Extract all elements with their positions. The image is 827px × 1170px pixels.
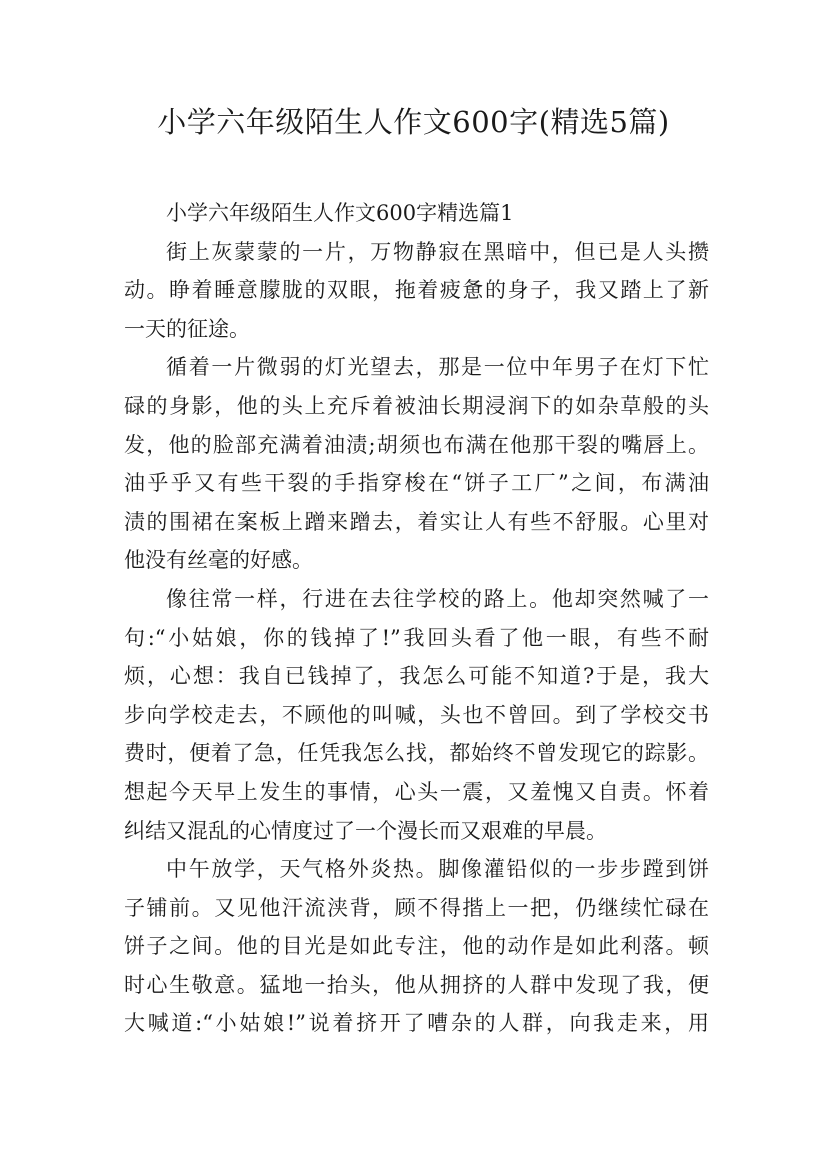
document-body [124, 194, 709, 1043]
paragraph-line: 像往常一样，行进在去往学校的路上。他却突然喊了一 [166, 586, 709, 611]
paragraph-line: 大喊道:“小姑娘!”说着挤开了嘈杂的人群，向我走来，用 [124, 1011, 709, 1036]
paragraph-line: 碌的身影，他的头上充斥着被油长期浸润下的如杂草般的头 [124, 393, 709, 418]
paragraph-line: 时心生敬意。猛地一抬头，他从拥挤的人群中发现了我，便 [124, 972, 709, 997]
paragraph-line: 饼子之间。他的目光是如此专注，他的动作是如此利落。顿 [124, 934, 709, 959]
paragraph-line: 纠结又混乱的心情度过了一个漫长而又艰难的早晨。 [124, 818, 607, 843]
paragraph-line: 街上灰蒙蒙的一片，万物静寂在黑暗中，但已是人头攒 [166, 239, 709, 264]
paragraph-line: 发，他的脸部充满着油渍;胡须也布满在他那干裂的嘴唇上。 [124, 432, 709, 457]
paragraph-line: 他没有丝毫的好感。 [124, 548, 313, 573]
paragraph-line: 渍的围裙在案板上蹭来蹭去，着实让人有些不舒服。心里对 [124, 509, 709, 534]
paragraph-line: 想起今天早上发生的事情，心头一震，又羞愧又自责。怀着 [124, 779, 709, 804]
paragraph-line: 费时，便着了急，任凭我怎么找，都始终不曾发现它的踪影。 [124, 741, 709, 766]
paragraph-line: 子铺前。又见他汗流浃背，顾不得揩上一把，仍继续忙碌在 [124, 895, 709, 920]
paragraph-line: 一天的征途。 [124, 316, 250, 341]
paragraph-line: 句:“小姑娘，你的钱掉了!”我回头看了他一眼，有些不耐 [124, 625, 709, 650]
paragraph-line: 油乎乎又有些干裂的手指穿梭在“饼子工厂”之间，布满油 [124, 471, 709, 496]
paragraph-line: 动。睁着睡意朦胧的双眼，拖着疲惫的身子，我又踏上了新 [124, 278, 709, 303]
document-title: 小学六年级陌生人作文600字(精选5篇) [157, 105, 670, 139]
paragraph-line: 烦，心想：我自已钱掉了，我怎么可能不知道?于是，我大 [124, 664, 709, 689]
paragraph-line: 步向学校走去，不顾他的叫喊，头也不曾回。到了学校交书 [124, 702, 709, 727]
paragraph-line: 循着一片微弱的灯光望去，那是一位中年男子在灯下忙 [166, 355, 709, 380]
paragraph-line: 中午放学，天气格外炎热。脚像灌铅似的一步步蹚到饼 [166, 857, 709, 882]
section-heading: 小学六年级陌生人作文600字精选篇1 [166, 201, 514, 225]
